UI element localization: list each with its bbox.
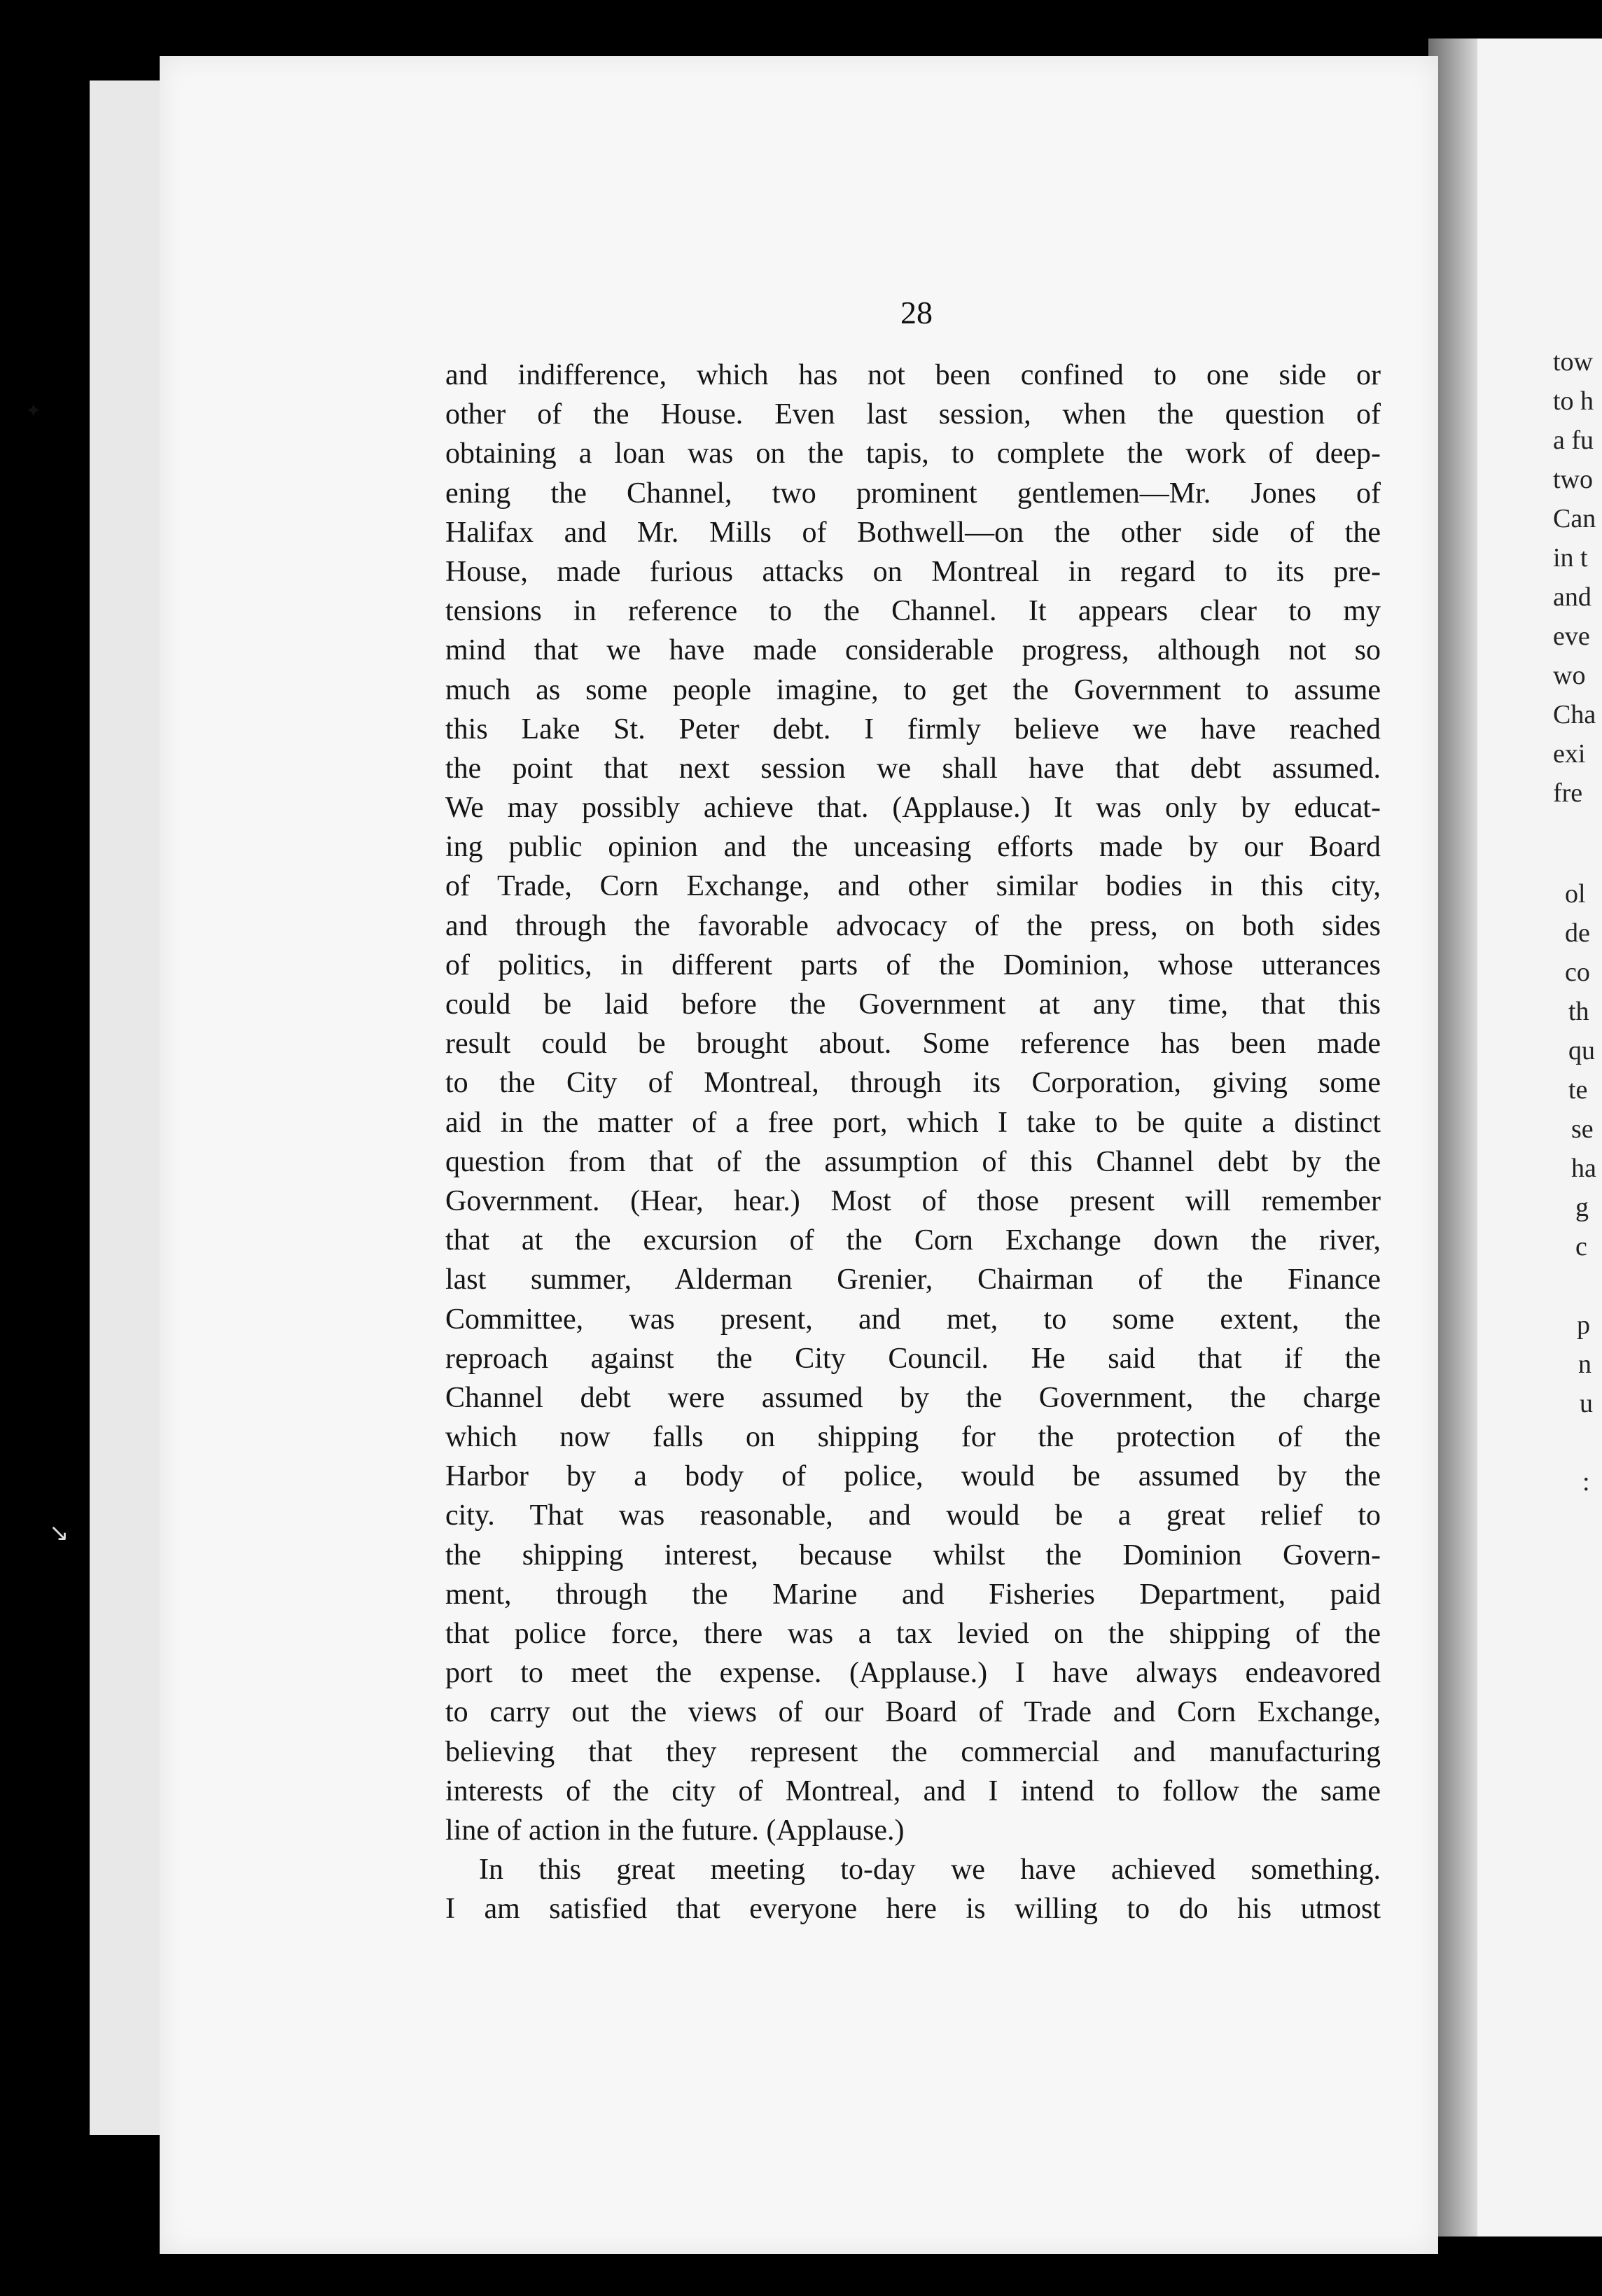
facing-text-fragment: and (1553, 582, 1591, 612)
facing-text-fragment: qu (1568, 1036, 1595, 1065)
text-line: result could be brought about. Some reference has been made (445, 1028, 1381, 1060)
arrow-mark-icon: ↘ (49, 1519, 69, 1547)
facing-page (1428, 38, 1602, 2236)
text-line: reproach against the City Council. He said that if the (445, 1342, 1381, 1375)
facing-text-fragment: exi (1553, 739, 1586, 769)
text-line: Committee, was present, and met, to some extent, the (445, 1303, 1381, 1336)
text-line: this Lake St. Peter debt. I firmly believe we have reached (445, 713, 1381, 746)
text-line: interests of the city of Montreal, and I intend to follow the same (445, 1774, 1381, 1807)
text-line: House, made furious attacks on Montreal in regard to its pre- (445, 555, 1381, 588)
arrow-mark-icon: ✦ (25, 399, 42, 422)
text-line: line of action in the future. (Applause.) (445, 1814, 905, 1847)
text-line: the point that next session we shall have that debt assumed. (445, 752, 1381, 785)
facing-text-fragment: de (1565, 918, 1590, 948)
text-line: We may possibly achieve that. (Applause.) It was only by educat- (445, 792, 1381, 825)
text-line: Halifax and Mr. Mills of Bothwell—on the other side of the (445, 516, 1381, 549)
text-line: that police force, there was a tax levied on the shipping of the (445, 1618, 1381, 1650)
text-line: the shipping interest, because whilst the Dominion Govern- (445, 1539, 1381, 1572)
facing-text-fragment: wo (1553, 661, 1586, 690)
facing-text-fragment: se (1571, 1114, 1594, 1144)
facing-text-fragment: u (1580, 1389, 1593, 1418)
facing-text-fragment: fre (1553, 778, 1583, 808)
text-line: believing that they represent the commercial and manufacturing (445, 1735, 1381, 1768)
facing-text-fragment: Cha (1553, 700, 1596, 729)
text-line: obtaining a loan was on the tapis, to complete the work of deep- (445, 438, 1381, 470)
text-line: port to meet the expense. (Applause.) I have always endeavored (445, 1657, 1381, 1690)
text-line: mind that we have made considerable progress, although not so (445, 634, 1381, 667)
text-line: and indifference, which has not been confined to one side or (445, 359, 1381, 391)
text-line: which now falls on shipping for the protection of the (445, 1421, 1381, 1454)
text-line: to carry out the views of our Board of Trade and Corn Exchange, (445, 1696, 1381, 1729)
text-line: city. That was reasonable, and would be a great relief to (445, 1499, 1381, 1532)
facing-text-fragment: n (1578, 1350, 1591, 1379)
facing-text-fragment: g (1575, 1193, 1589, 1222)
text-line: ing public opinion and the unceasing efforts made by our Board (445, 831, 1381, 864)
facing-text-fragment: in t (1553, 543, 1588, 573)
text-line: tensions in reference to the Channel. It appears clear to my (445, 595, 1381, 628)
text-line: question from that of the assumption of this Channel debt by the (445, 1145, 1381, 1178)
text-line: In this great meeting to-day we have achieved something. (479, 1854, 1381, 1886)
facing-text-fragment: a fu (1553, 426, 1594, 455)
text-line: Harbor by a body of police, would be assumed by the (445, 1460, 1381, 1493)
text-line: that at the excursion of the Corn Exchange down the river, (445, 1224, 1381, 1257)
facing-text-fragment: p (1577, 1310, 1590, 1340)
text-line: and through the favorable advocacy of the press, on both sides (445, 909, 1381, 942)
text-line: much as some people imagine, to get the Government to assume (445, 673, 1381, 706)
facing-text-fragment: : (1582, 1467, 1590, 1497)
text-line: aid in the matter of a free port, which I take to be quite a distinct (445, 1106, 1381, 1139)
facing-text-fragment: th (1568, 997, 1589, 1026)
text-line: last summer, Alderman Grenier, Chairman of the Finance (445, 1264, 1381, 1296)
facing-text-fragment: to h (1553, 386, 1594, 416)
facing-text-fragment: tow (1553, 347, 1593, 377)
text-line: other of the House. Even last session, when the question of (445, 398, 1381, 431)
facing-text-fragment: co (1565, 958, 1590, 987)
facing-text-fragment: two (1553, 465, 1593, 494)
text-line: of Trade, Corn Exchange, and other similar bodies in this city, (445, 870, 1381, 903)
text-line: of politics, in different parts of the Dominion, whose utterances (445, 948, 1381, 981)
facing-text-fragment: Can (1553, 504, 1596, 533)
facing-text-fragment: ha (1571, 1154, 1596, 1183)
text-line: Channel debt were assumed by the Government, the charge (445, 1381, 1381, 1414)
text-line: ening the Channel, two prominent gentlemen—Mr. Jones of (445, 477, 1381, 510)
text-line: to the City of Montreal, through its Corporation, giving some (445, 1067, 1381, 1100)
facing-text-fragment: c (1575, 1232, 1587, 1261)
text-line: could be laid before the Government at any time, that this (445, 988, 1381, 1021)
text-line: I am satisfied that everyone here is willing to do his utmost (445, 1893, 1381, 1926)
facing-text-fragment: te (1568, 1075, 1588, 1105)
page-number: 28 (900, 295, 933, 330)
text-line: Government. (Hear, hear.) Most of those present will remember (445, 1184, 1381, 1217)
facing-text-fragment: ol (1565, 879, 1586, 909)
text-line: ment, through the Marine and Fisheries Department, paid (445, 1578, 1381, 1611)
facing-text-fragment: eve (1553, 622, 1590, 651)
body-text (445, 356, 1381, 1929)
